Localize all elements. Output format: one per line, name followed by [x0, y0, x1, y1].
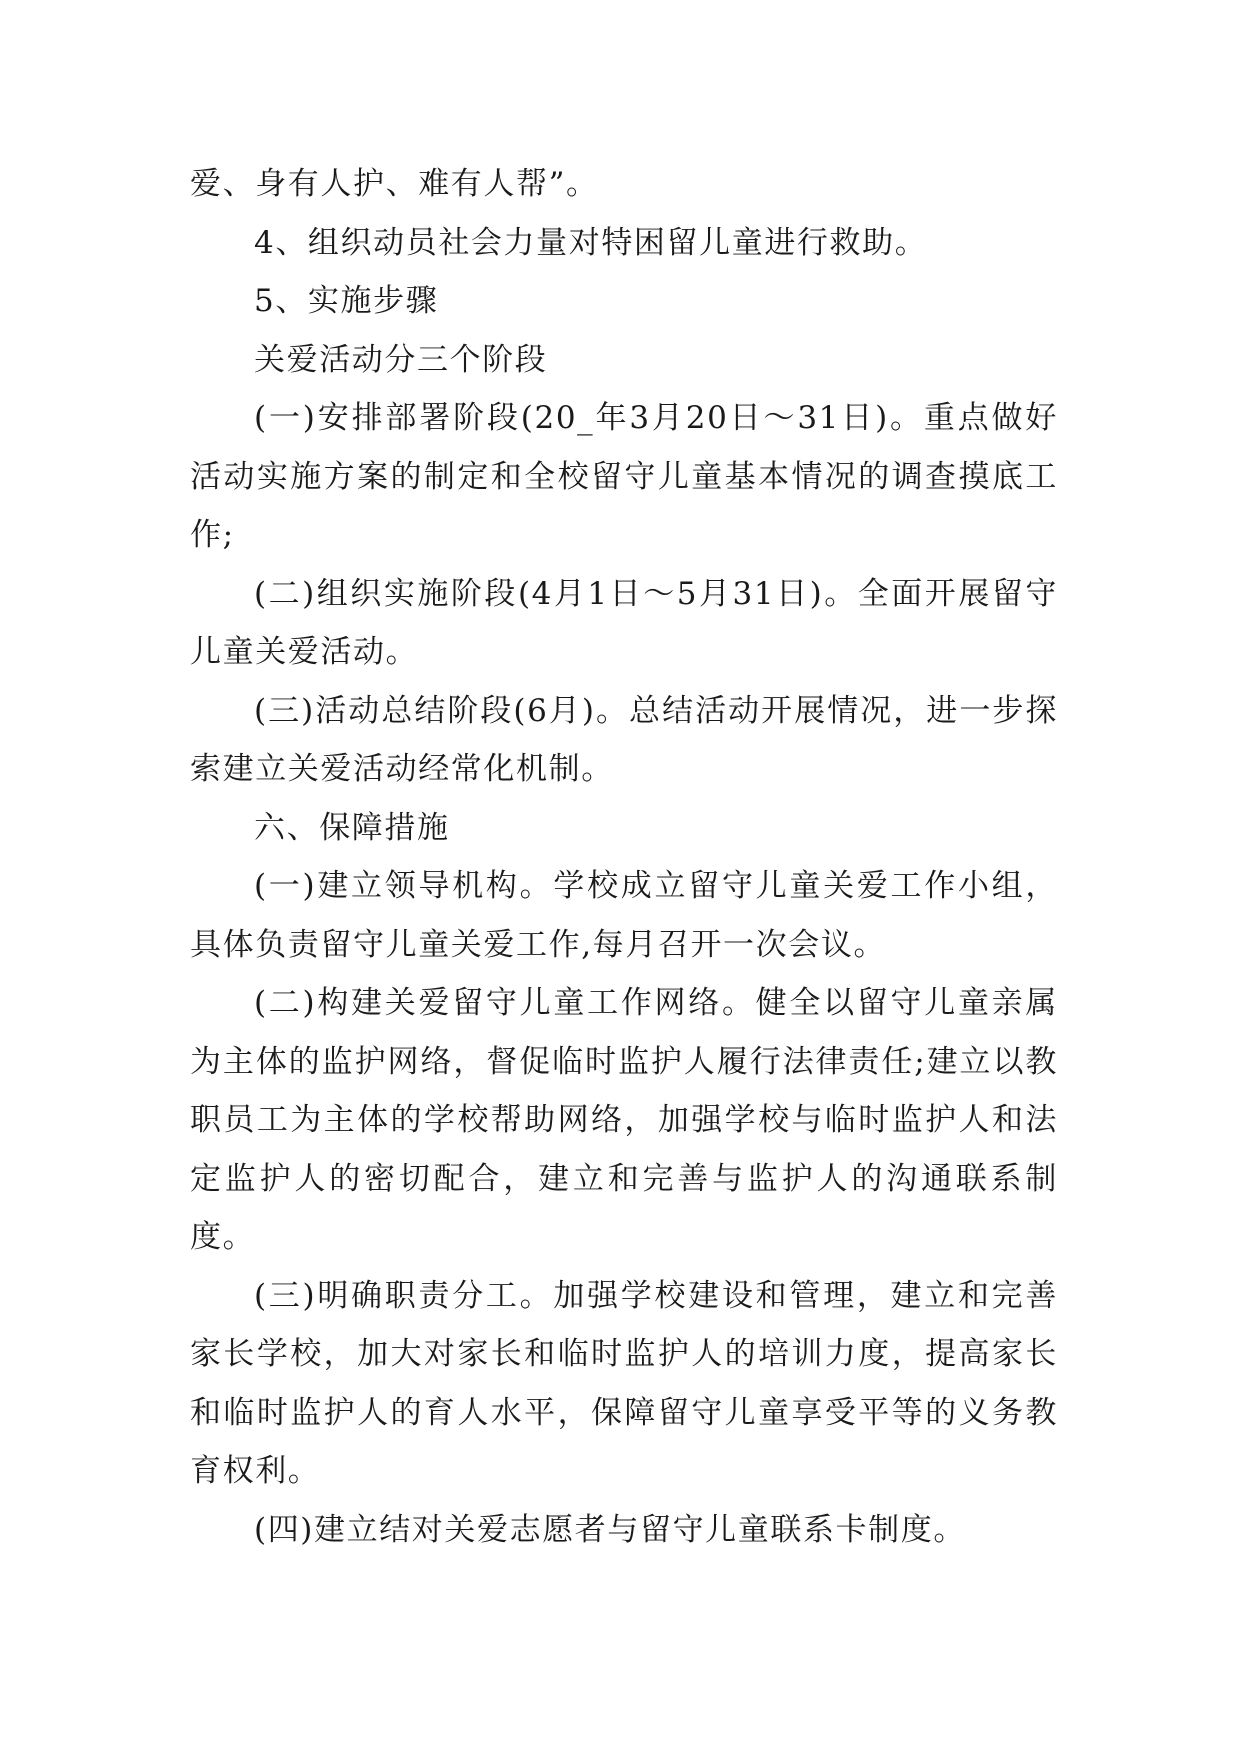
paragraph-stage-1: (一)安排部署阶段(20_年3月20日～31日)。重点做好活动实施方案的制定和全校留守儿童基本情况的调查摸底工作; — [190, 400, 1058, 553]
paragraph-stage-2: (二)组织实施阶段(4月1日～5月31日)。全面开展留守儿童关爱活动。 — [190, 575, 1058, 670]
document-body — [190, 155, 1058, 1559]
paragraph-continuation: 爱、身有人护、难有人帮”。 — [190, 166, 599, 202]
paragraph-stages-intro: 关爱活动分三个阶段 — [254, 341, 548, 378]
paragraph-safeguard-2: (二)构建关爱留守儿童工作网络。健全以留守儿童亲属为主体的监护网络，督促临时监护人履行法律责任;建立以教职员工为主体的学校帮助网络，加强学校与临时监护人和法定监护人的密切配合，建立和完善与监护人的沟通联系制度。 — [190, 985, 1058, 1255]
paragraph-safeguard-4: (四)建立结对关爱志愿者与留守儿童联系卡制度。 — [254, 1511, 966, 1548]
paragraph-safeguard-3: (三)明确职责分工。加强学校建设和管理，建立和完善家长学校，加大对家长和临时监护人的培训力度，提高家长和临时监护人的育人水平，保障留守儿童享受平等的义务教育权利。 — [190, 1277, 1058, 1489]
section-heading-safeguards: 六、保障措施 — [254, 809, 450, 846]
paragraph-item-4: 4、组织动员社会力量对特困留儿童进行救助。 — [254, 224, 928, 261]
paragraph-item-5-heading: 5、实施步骤 — [254, 283, 439, 319]
paragraph-safeguard-1: (一)建立领导机构。学校成立留守儿童关爱工作小组，具体负责留守儿童关爱工作,每月召开一次会议。 — [190, 868, 1058, 963]
paragraph-stage-3: (三)活动总结阶段(6月)。总结活动开展情况，进一步探索建立关爱活动经常化机制。 — [190, 692, 1058, 787]
